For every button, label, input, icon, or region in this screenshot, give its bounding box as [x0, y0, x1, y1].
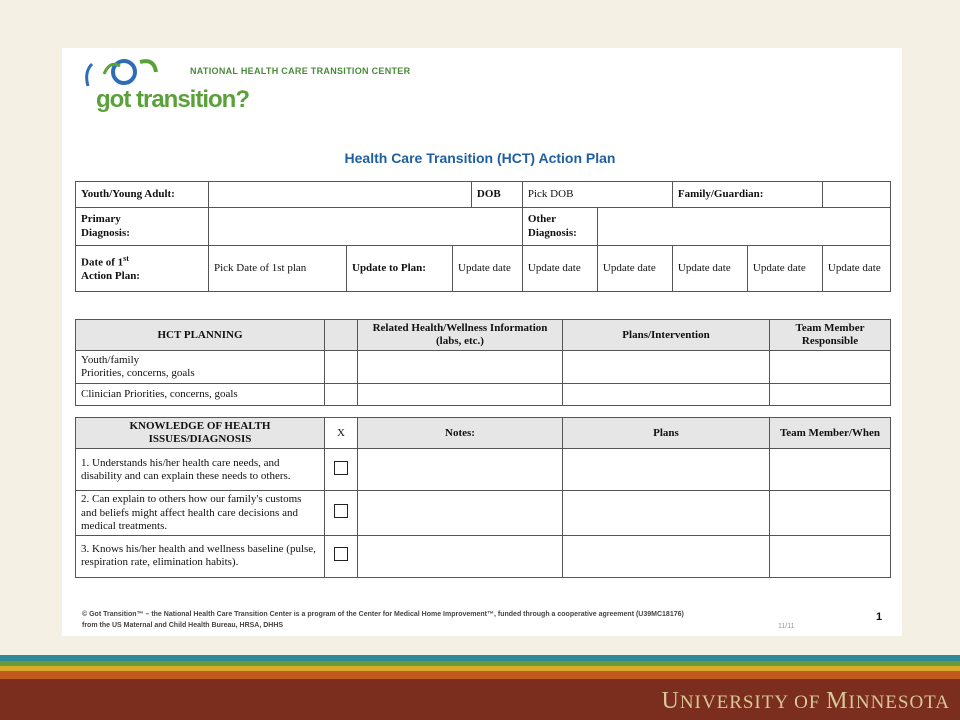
knowledge-notes-cell[interactable]	[358, 449, 563, 491]
knowledge-check-cell[interactable]	[325, 449, 358, 491]
planning-header-hct: HCT PLANNING	[76, 320, 325, 351]
date-first-plan-label: Date of 1st Action Plan:	[76, 246, 209, 292]
knowledge-item: 1. Understands his/her health care needs, and disability and can explain these needs to others.	[76, 449, 325, 491]
knowledge-notes-cell[interactable]	[358, 491, 563, 536]
document-title: Health Care Transition (HCT) Action Plan	[344, 150, 616, 166]
planning-cell[interactable]	[770, 351, 891, 384]
knowledge-team-cell[interactable]	[770, 535, 891, 577]
planning-header-team-member: Team Member Responsible	[770, 320, 891, 351]
knowledge-item: 2. Can explain to others how our family's customs and beliefs might affect health care decisions and medical treatments.	[76, 491, 325, 536]
dob-field[interactable]: Pick DOB	[522, 182, 672, 208]
planning-cell[interactable]	[358, 351, 563, 384]
planning-row-label: Youth/family Priorities, concerns, goals	[76, 351, 325, 384]
planning-cell[interactable]	[563, 384, 770, 406]
patient-info-table	[75, 181, 891, 292]
knowledge-check-cell[interactable]	[325, 491, 358, 536]
divider-stripe	[0, 671, 960, 679]
knowledge-notes-cell[interactable]	[358, 535, 563, 577]
university-wordmark: UNIVERSITY OF MINNESOTA	[661, 688, 950, 714]
date-first-plan-field[interactable]: Pick Date of 1st plan	[209, 246, 347, 292]
primary-diagnosis-field[interactable]	[209, 208, 523, 246]
knowledge-header-issue: KNOWLEDGE OF HEALTH ISSUES/DIAGNOSIS	[76, 418, 325, 449]
dob-label: DOB	[471, 182, 522, 208]
knowledge-item: 3. Knows his/her health and wellness baseline (pulse, respiration rate, elimination habits).	[76, 535, 325, 577]
checkbox[interactable]	[334, 504, 348, 518]
knowledge-plans-cell[interactable]	[563, 491, 770, 536]
planning-header-blank	[325, 320, 358, 351]
checkbox[interactable]	[334, 547, 348, 561]
knowledge-team-cell[interactable]	[770, 449, 891, 491]
knowledge-header-notes: Notes:	[358, 418, 563, 449]
knowledge-plans-cell[interactable]	[563, 449, 770, 491]
knowledge-header-team-member: Team Member/When	[770, 418, 891, 449]
family-label: Family/Guardian:	[672, 182, 822, 208]
update-date-field[interactable]: Update date	[822, 246, 890, 292]
knowledge-plans-cell[interactable]	[563, 535, 770, 577]
checkbox[interactable]	[334, 461, 348, 475]
knowledge-header-x: X	[325, 418, 358, 449]
knowledge-check-cell[interactable]	[325, 535, 358, 577]
youth-label: Youth/Young Adult:	[76, 182, 209, 208]
logo-wordmark: got transition?	[96, 86, 249, 113]
update-date-field[interactable]: Update date	[747, 246, 822, 292]
page-number: 1	[876, 611, 883, 623]
hct-planning-table	[75, 319, 891, 406]
family-field[interactable]	[822, 182, 890, 208]
planning-cell[interactable]	[358, 384, 563, 406]
planning-cell[interactable]	[563, 351, 770, 384]
update-plan-label: Update to Plan:	[347, 246, 453, 292]
update-date-field[interactable]: Update date	[672, 246, 747, 292]
planning-cell[interactable]	[325, 351, 358, 384]
other-diagnosis-label: Other Diagnosis:	[522, 208, 597, 246]
youth-name-field[interactable]	[209, 182, 472, 208]
other-diagnosis-field[interactable]	[597, 208, 890, 246]
planning-header-plans: Plans/Intervention	[563, 320, 770, 351]
update-date-field[interactable]: Update date	[597, 246, 672, 292]
copyright-footer: © Got Transition™ – the National Health Care Transition Center is a program of the Center for Medical Home Improvement™, funded through a cooperative agreement (U39MC18176) from the US Maternal and Child Health Bureau, HRSA, DHHS	[82, 611, 684, 630]
knowledge-header-plans: Plans	[563, 418, 770, 449]
revision-date: 11/11	[778, 623, 795, 630]
update-date-field[interactable]: Update date	[453, 246, 523, 292]
planning-cell[interactable]	[325, 384, 358, 406]
planning-row-label: Clinician Priorities, concerns, goals	[76, 384, 325, 406]
primary-diagnosis-label: Primary Diagnosis:	[76, 208, 209, 246]
knowledge-table	[75, 417, 891, 578]
org-name: NATIONAL HEALTH CARE TRANSITION CENTER	[190, 66, 411, 76]
planning-cell[interactable]	[770, 384, 891, 406]
update-date-field[interactable]: Update date	[522, 246, 597, 292]
planning-header-related-info: Related Health/Wellness Information (labs, etc.)	[358, 320, 563, 351]
knowledge-team-cell[interactable]	[770, 491, 891, 536]
